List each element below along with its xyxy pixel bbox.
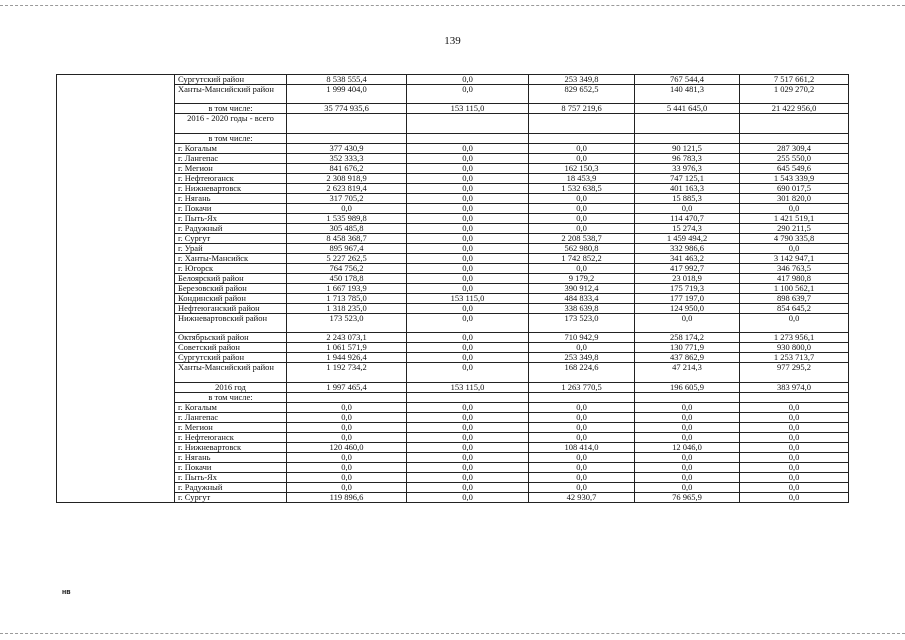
- row-name-cell: г. Нягань: [175, 452, 287, 462]
- value-cell: 0,0: [407, 333, 529, 343]
- value-cell: 1 192 734,2: [287, 363, 407, 382]
- value-cell: 18 453,9: [529, 173, 635, 183]
- value-cell: 0,0: [529, 153, 635, 163]
- value-cell: 177 197,0: [635, 293, 740, 303]
- value-cell: 0,0: [740, 432, 849, 442]
- value-cell: 0,0: [407, 263, 529, 273]
- value-cell: 450 178,8: [287, 273, 407, 283]
- value-cell: 12 046,0: [635, 442, 740, 452]
- value-cell: 895 967,4: [287, 243, 407, 253]
- blank-column: [57, 75, 175, 503]
- table-row: [57, 482, 849, 492]
- value-cell: 0,0: [740, 203, 849, 213]
- value-cell: 0,0: [287, 432, 407, 442]
- value-cell: 0,0: [407, 273, 529, 283]
- value-cell: 0,0: [407, 412, 529, 422]
- value-cell: 42 930,7: [529, 492, 635, 502]
- value-cell: 0,0: [407, 402, 529, 412]
- value-cell: 383 974,0: [740, 382, 849, 392]
- value-cell: 0,0: [287, 462, 407, 472]
- value-cell: 162 150,3: [529, 163, 635, 173]
- value-cell: 0,0: [407, 143, 529, 153]
- value-cell: 2 208 538,7: [529, 233, 635, 243]
- value-cell: 332 986,6: [635, 243, 740, 253]
- table-row: [57, 442, 849, 452]
- value-cell: 0,0: [287, 402, 407, 412]
- value-cell: 0,0: [407, 363, 529, 382]
- value-cell: 21 422 956,0: [740, 104, 849, 114]
- value-cell: 437 862,9: [635, 353, 740, 363]
- value-cell: 76 965,9: [635, 492, 740, 502]
- row-name-cell: г. Сургут: [175, 492, 287, 502]
- value-cell: 0,0: [529, 422, 635, 432]
- row-name-cell: г. Мегион: [175, 163, 287, 173]
- value-cell: 0,0: [635, 402, 740, 412]
- value-cell: 290 211,5: [740, 223, 849, 233]
- value-cell: 1 997 465,4: [287, 382, 407, 392]
- value-cell: 1 029 270,2: [740, 85, 849, 104]
- value-cell: 0,0: [407, 183, 529, 193]
- value-cell: 767 544,4: [635, 75, 740, 85]
- table-row: [57, 303, 849, 313]
- value-cell: 841 676,2: [287, 163, 407, 173]
- value-cell: 0,0: [407, 343, 529, 353]
- value-cell: 0,0: [635, 432, 740, 442]
- row-name-cell: Сургутский район: [175, 75, 287, 85]
- value-cell: 153 115,0: [407, 104, 529, 114]
- value-cell: 1 667 193,9: [287, 283, 407, 293]
- value-cell: 0,0: [529, 193, 635, 203]
- value-cell: 23 018,9: [635, 273, 740, 283]
- row-name-cell: Советский район: [175, 343, 287, 353]
- value-cell: 5 441 645,0: [635, 104, 740, 114]
- row-name-cell: г. Покачи: [175, 203, 287, 213]
- value-cell: [635, 392, 740, 402]
- table-row: [57, 153, 849, 163]
- table-row: [57, 104, 849, 114]
- value-cell: 1 421 519,1: [740, 213, 849, 223]
- value-cell: 8 458 368,7: [287, 233, 407, 243]
- value-cell: 130 771,9: [635, 343, 740, 353]
- table-row: [57, 353, 849, 363]
- value-cell: 390 912,4: [529, 283, 635, 293]
- value-cell: 562 980,8: [529, 243, 635, 253]
- value-cell: 0,0: [407, 492, 529, 502]
- value-cell: 0,0: [287, 203, 407, 213]
- value-cell: 0,0: [407, 85, 529, 104]
- value-cell: 114 470,7: [635, 213, 740, 223]
- table-row: [57, 293, 849, 303]
- row-name-cell: г. Нижневартовск: [175, 442, 287, 452]
- value-cell: 0,0: [529, 412, 635, 422]
- value-cell: 0,0: [635, 412, 740, 422]
- table-row: [57, 412, 849, 422]
- row-name-cell: 2016 год: [175, 382, 287, 392]
- value-cell: 153 115,0: [407, 382, 529, 392]
- value-cell: 0,0: [635, 452, 740, 462]
- value-cell: 0,0: [740, 313, 849, 332]
- row-name-cell: Ханты-Мансийский район: [175, 363, 287, 382]
- value-cell: 1 061 571,9: [287, 343, 407, 353]
- value-cell: 0,0: [407, 173, 529, 183]
- value-cell: 0,0: [529, 462, 635, 472]
- value-cell: 0,0: [529, 263, 635, 273]
- value-cell: 0,0: [740, 452, 849, 462]
- table-row: [57, 223, 849, 233]
- value-cell: 417 980,8: [740, 273, 849, 283]
- value-cell: 690 017,5: [740, 183, 849, 193]
- table-row: [57, 133, 849, 143]
- row-name-cell: г. Югорск: [175, 263, 287, 273]
- row-name-cell: Белоярский район: [175, 273, 287, 283]
- value-cell: 0,0: [407, 233, 529, 243]
- value-cell: 0,0: [635, 422, 740, 432]
- value-cell: 317 705,2: [287, 193, 407, 203]
- value-cell: [635, 114, 740, 133]
- value-cell: 0,0: [529, 472, 635, 482]
- value-cell: 0,0: [407, 203, 529, 213]
- value-cell: 0,0: [740, 442, 849, 452]
- row-name-cell: Ханты-Мансийский район: [175, 85, 287, 104]
- value-cell: 175 719,3: [635, 283, 740, 293]
- value-cell: 1 263 770,5: [529, 382, 635, 392]
- value-cell: [287, 133, 407, 143]
- row-name-cell: г. Нижневартовск: [175, 183, 287, 193]
- row-name-cell: г. Лангепас: [175, 412, 287, 422]
- value-cell: [529, 133, 635, 143]
- value-cell: 1 742 852,2: [529, 253, 635, 263]
- value-cell: 0,0: [635, 203, 740, 213]
- value-cell: 764 756,2: [287, 263, 407, 273]
- value-cell: 168 224,6: [529, 363, 635, 382]
- value-cell: 0,0: [287, 482, 407, 492]
- value-cell: [287, 114, 407, 133]
- value-cell: 140 481,3: [635, 85, 740, 104]
- value-cell: 0,0: [529, 343, 635, 353]
- value-cell: 0,0: [287, 422, 407, 432]
- row-name-cell: г. Пыть-Ях: [175, 472, 287, 482]
- value-cell: 0,0: [635, 472, 740, 482]
- value-cell: 0,0: [529, 402, 635, 412]
- table-row: [57, 432, 849, 442]
- page-number: 139: [444, 35, 461, 47]
- value-cell: 7 517 661,2: [740, 75, 849, 85]
- value-cell: 0,0: [407, 442, 529, 452]
- value-cell: 119 896,6: [287, 492, 407, 502]
- table-row: [57, 193, 849, 203]
- value-cell: 4 790 335,8: [740, 233, 849, 243]
- value-cell: 747 125,1: [635, 173, 740, 183]
- value-cell: 645 549,6: [740, 163, 849, 173]
- value-cell: [407, 392, 529, 402]
- value-cell: 90 121,5: [635, 143, 740, 153]
- value-cell: 0,0: [740, 422, 849, 432]
- value-cell: 0,0: [407, 462, 529, 472]
- value-cell: 1 535 989,8: [287, 213, 407, 223]
- row-name-cell: г. Радужный: [175, 482, 287, 492]
- table-row: [57, 402, 849, 412]
- value-cell: 338 639,8: [529, 303, 635, 313]
- value-cell: 417 992,7: [635, 263, 740, 273]
- value-cell: 258 174,2: [635, 333, 740, 343]
- scan-edge-bottom: [0, 633, 905, 634]
- value-cell: 0,0: [407, 213, 529, 223]
- row-name-cell: в том числе:: [175, 392, 287, 402]
- row-name-cell: Нефтеюганский район: [175, 303, 287, 313]
- scan-edge-top: [0, 5, 905, 6]
- table-row: [57, 85, 849, 104]
- row-name-cell: Сургутский район: [175, 353, 287, 363]
- table-row: [57, 253, 849, 263]
- table-row: [57, 452, 849, 462]
- value-cell: 0,0: [407, 432, 529, 442]
- table-row: [57, 283, 849, 293]
- value-cell: [529, 392, 635, 402]
- value-cell: 0,0: [740, 472, 849, 482]
- value-cell: 0,0: [635, 482, 740, 492]
- value-cell: 196 605,9: [635, 382, 740, 392]
- value-cell: 173 523,0: [287, 313, 407, 332]
- value-cell: 2 308 918,9: [287, 173, 407, 183]
- row-name-cell: г. Пыть-Ях: [175, 213, 287, 223]
- value-cell: 854 645,2: [740, 303, 849, 313]
- value-cell: [407, 114, 529, 133]
- table-row: [57, 173, 849, 183]
- value-cell: [287, 392, 407, 402]
- value-cell: 0,0: [407, 482, 529, 492]
- value-cell: 0,0: [287, 452, 407, 462]
- row-name-cell: в том числе:: [175, 104, 287, 114]
- table-row: [57, 492, 849, 502]
- value-cell: 0,0: [529, 143, 635, 153]
- value-cell: 0,0: [407, 303, 529, 313]
- value-cell: 124 950,0: [635, 303, 740, 313]
- row-name-cell: г. Нефтеюганск: [175, 432, 287, 442]
- table-row: [57, 343, 849, 353]
- table-row: [57, 213, 849, 223]
- value-cell: 120 460,0: [287, 442, 407, 452]
- table-row: [57, 392, 849, 402]
- value-cell: 0,0: [529, 203, 635, 213]
- table-row: [57, 382, 849, 392]
- value-cell: 3 142 947,1: [740, 253, 849, 263]
- table-row: [57, 273, 849, 283]
- value-cell: 0,0: [407, 223, 529, 233]
- value-cell: 710 942,9: [529, 333, 635, 343]
- value-cell: 15 274,3: [635, 223, 740, 233]
- row-name-cell: Октябрьский район: [175, 333, 287, 343]
- value-cell: 352 333,3: [287, 153, 407, 163]
- value-cell: 1 318 235,0: [287, 303, 407, 313]
- table-row: [57, 143, 849, 153]
- value-cell: 33 976,3: [635, 163, 740, 173]
- value-cell: 253 349,8: [529, 75, 635, 85]
- value-cell: 255 550,0: [740, 153, 849, 163]
- value-cell: 1 100 562,1: [740, 283, 849, 293]
- value-cell: 1 273 956,1: [740, 333, 849, 343]
- row-name-cell: г. Урай: [175, 243, 287, 253]
- footer-mark: нв: [62, 589, 71, 596]
- value-cell: 1 543 339,9: [740, 173, 849, 183]
- table-row: [57, 422, 849, 432]
- value-cell: 0,0: [635, 462, 740, 472]
- value-cell: 1 713 785,0: [287, 293, 407, 303]
- value-cell: [740, 392, 849, 402]
- value-cell: 173 523,0: [529, 313, 635, 332]
- table-row: [57, 313, 849, 332]
- value-cell: 377 430,9: [287, 143, 407, 153]
- value-cell: 0,0: [529, 482, 635, 492]
- table-row: [57, 472, 849, 482]
- value-cell: 0,0: [407, 253, 529, 263]
- value-cell: 977 295,2: [740, 363, 849, 382]
- row-name-cell: г. Когалым: [175, 402, 287, 412]
- value-cell: 0,0: [529, 432, 635, 442]
- value-cell: 0,0: [407, 422, 529, 432]
- value-cell: 1 459 494,2: [635, 233, 740, 243]
- value-cell: 0,0: [407, 472, 529, 482]
- value-cell: 301 820,0: [740, 193, 849, 203]
- value-cell: 0,0: [740, 412, 849, 422]
- row-name-cell: г. Мегион: [175, 422, 287, 432]
- value-cell: 35 774 935,6: [287, 104, 407, 114]
- value-cell: 0,0: [635, 313, 740, 332]
- table-row: [57, 243, 849, 253]
- value-cell: 253 349,8: [529, 353, 635, 363]
- value-cell: 898 639,7: [740, 293, 849, 303]
- value-cell: [635, 133, 740, 143]
- row-name-cell: г. Когалым: [175, 143, 287, 153]
- row-name-cell: Нижневартовский район: [175, 313, 287, 332]
- value-cell: 0,0: [287, 472, 407, 482]
- row-name-cell: г. Нефтеюганск: [175, 173, 287, 183]
- table-row: [57, 75, 849, 85]
- value-cell: 0,0: [407, 153, 529, 163]
- row-name-cell: 2016 - 2020 годы - всего: [175, 114, 287, 133]
- row-name-cell: Кондинский район: [175, 293, 287, 303]
- value-cell: 829 652,5: [529, 85, 635, 104]
- row-name-cell: г. Лангепас: [175, 153, 287, 163]
- table-row: [57, 333, 849, 343]
- value-cell: 0,0: [407, 353, 529, 363]
- value-cell: 0,0: [407, 193, 529, 203]
- row-name-cell: в том числе:: [175, 133, 287, 143]
- value-cell: 96 783,3: [635, 153, 740, 163]
- value-cell: 401 163,3: [635, 183, 740, 193]
- table-row: [57, 233, 849, 243]
- value-cell: 0,0: [529, 452, 635, 462]
- value-cell: [407, 133, 529, 143]
- row-name-cell: г. Сургут: [175, 233, 287, 243]
- row-name-cell: г. Ханты-Мансийск: [175, 253, 287, 263]
- value-cell: 0,0: [407, 452, 529, 462]
- value-cell: 2 243 073,1: [287, 333, 407, 343]
- value-cell: 305 485,8: [287, 223, 407, 233]
- value-cell: 8 538 555,4: [287, 75, 407, 85]
- value-cell: 341 463,2: [635, 253, 740, 263]
- value-cell: 1 999 404,0: [287, 85, 407, 104]
- value-cell: 0,0: [407, 75, 529, 85]
- value-cell: 2 623 819,4: [287, 183, 407, 193]
- table-row: [57, 363, 849, 382]
- value-cell: 0,0: [407, 163, 529, 173]
- value-cell: 15 885,3: [635, 193, 740, 203]
- row-name-cell: Березовский район: [175, 283, 287, 293]
- value-cell: 0,0: [740, 402, 849, 412]
- table-row: [57, 263, 849, 273]
- table-row: [57, 462, 849, 472]
- value-cell: 0,0: [407, 313, 529, 332]
- value-cell: 287 309,4: [740, 143, 849, 153]
- value-cell: 0,0: [407, 283, 529, 293]
- value-cell: 0,0: [529, 223, 635, 233]
- value-cell: 1 253 713,7: [740, 353, 849, 363]
- value-cell: 346 763,5: [740, 263, 849, 273]
- value-cell: 0,0: [529, 213, 635, 223]
- budget-table: [56, 74, 849, 503]
- table-row: [57, 114, 849, 133]
- value-cell: 9 179,2: [529, 273, 635, 283]
- value-cell: 0,0: [407, 243, 529, 253]
- value-cell: 1 944 926,4: [287, 353, 407, 363]
- row-name-cell: г. Радужный: [175, 223, 287, 233]
- value-cell: 1 532 638,5: [529, 183, 635, 193]
- value-cell: 0,0: [740, 492, 849, 502]
- value-cell: [740, 133, 849, 143]
- value-cell: 153 115,0: [407, 293, 529, 303]
- value-cell: 47 214,3: [635, 363, 740, 382]
- value-cell: 484 833,4: [529, 293, 635, 303]
- row-name-cell: г. Покачи: [175, 462, 287, 472]
- value-cell: [529, 114, 635, 133]
- value-cell: 930 800,0: [740, 343, 849, 353]
- value-cell: 8 757 219,6: [529, 104, 635, 114]
- value-cell: 0,0: [740, 462, 849, 472]
- budget-table-body: [57, 75, 849, 503]
- value-cell: 0,0: [740, 482, 849, 492]
- value-cell: 0,0: [740, 243, 849, 253]
- value-cell: 5 227 262,5: [287, 253, 407, 263]
- value-cell: [740, 114, 849, 133]
- table-row: [57, 163, 849, 173]
- table-row: [57, 183, 849, 193]
- value-cell: 0,0: [287, 412, 407, 422]
- row-name-cell: г. Нягань: [175, 193, 287, 203]
- value-cell: 108 414,0: [529, 442, 635, 452]
- table-row: [57, 203, 849, 213]
